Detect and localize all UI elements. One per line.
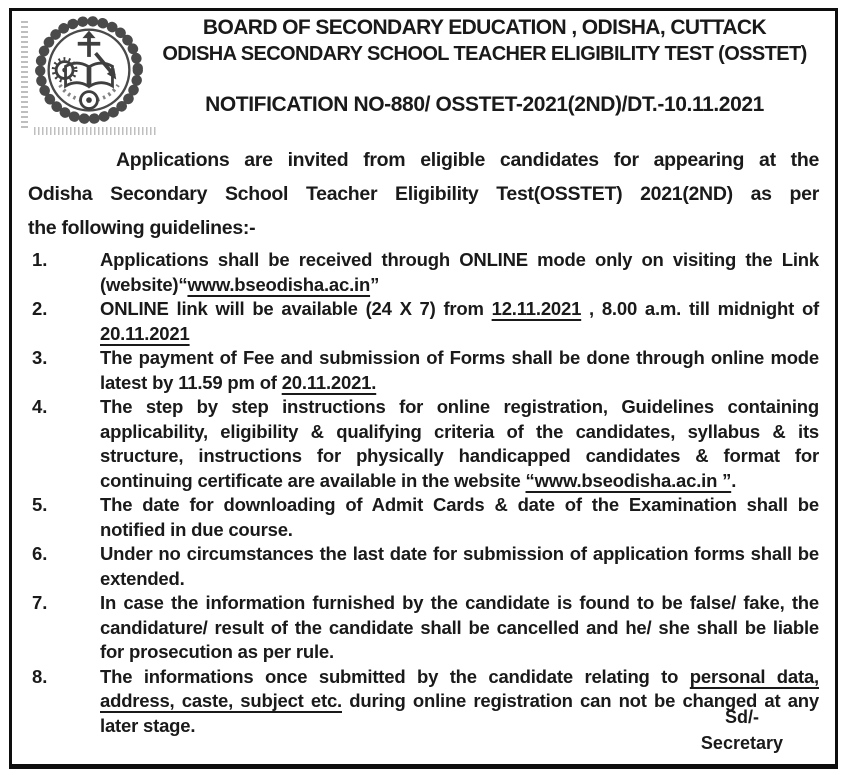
- guideline-number: 3.: [32, 347, 48, 368]
- plain-text: The informations once submitted by the candidate relating to: [100, 665, 690, 687]
- signature-sd: Sd/-: [724, 707, 759, 727]
- guideline-item: [12, 346, 819, 395]
- board-emblem-logo: [28, 8, 150, 134]
- underlined-text: www.bseodisha.ac.in: [187, 273, 371, 295]
- plain-text: The payment of Fee and submission of Forms shall be done through online mode latest by 11.59 pm of: [100, 347, 819, 393]
- intro-line: Applications are invited from eligible candidates for appearing at the: [116, 149, 819, 171]
- plain-text: The date for downloading of Admit Cards & date of the Examination shall be notified in due course.: [100, 494, 819, 540]
- document-header: [140, 16, 829, 117]
- document-border-frame: [9, 8, 838, 769]
- signature-designation: Secretary: [700, 733, 783, 753]
- guideline-number: 4.: [32, 396, 48, 417]
- guideline-item: [12, 248, 819, 297]
- plain-text: ONLINE link will be available (24 X 7) from: [100, 298, 492, 319]
- underlined-text: 20.11.2021.: [281, 371, 377, 393]
- guideline-item: [12, 297, 819, 346]
- plain-text: , 8.00 a.m. till midnight of: [581, 298, 820, 319]
- plain-text: Applications shall be received through ONLINE mode only on visiting the Link (website)“: [100, 249, 819, 295]
- guideline-item: [12, 665, 819, 739]
- underlined-text: 20.11.2021: [100, 322, 190, 344]
- org-name: BOARD OF SECONDARY EDUCATION , ODISHA, CUTTACK: [202, 16, 767, 39]
- guideline-text: [100, 395, 819, 493]
- plain-text: .: [731, 469, 737, 491]
- underlined-text: “www.bseodisha.ac.in ”: [525, 469, 732, 491]
- guideline-text: [100, 542, 819, 591]
- underlined-text: personal data, address, caste, subject etc.: [100, 665, 819, 711]
- guideline-text: [100, 346, 819, 395]
- board-emblem-icon: [28, 8, 150, 134]
- plain-text: ”: [370, 273, 380, 295]
- guideline-text: [100, 248, 819, 297]
- guideline-number: 1.: [32, 249, 48, 270]
- guideline-item: [12, 395, 819, 493]
- guideline-item: [12, 542, 819, 591]
- plain-text: The step by step instructions for online registration, Guidelines containing applicability, eligibility & qualifying criteria of the candidates, syllabus & its structure, instructions for physically handicapped candidates & format for continuing certificate are available in the website: [100, 396, 819, 491]
- guideline-number: 5.: [32, 494, 48, 515]
- guideline-text: [100, 493, 819, 542]
- scan-artifact-left: [21, 21, 28, 129]
- guideline-item: [12, 493, 819, 542]
- signature-block: [701, 704, 783, 756]
- plain-text: Under no circumstances the last date for submission of application forms shall be extended.: [100, 543, 819, 589]
- guideline-text: [100, 591, 819, 665]
- guideline-number: 7.: [32, 592, 48, 613]
- exam-name: ODISHA SECONDARY SCHOOL TEACHER ELIGIBILITY TEST (OSSTET): [162, 43, 807, 65]
- guideline-item: [12, 591, 819, 665]
- guideline-number: 6.: [32, 543, 48, 564]
- notification-number: NOTIFICATION NO-880/ OSSTET-2021(2ND)/DT.-10.11.2021: [205, 93, 764, 116]
- intro-line: the following guidelines:-: [28, 217, 256, 239]
- guideline-number: 2.: [32, 298, 48, 319]
- plain-text: during online registration can not be changed at any later stage.: [100, 690, 819, 736]
- intro-paragraph: [28, 143, 819, 245]
- guidelines-list: [12, 248, 819, 738]
- underlined-text: 12.11.2021: [491, 298, 582, 319]
- plain-text: In case the information furnished by the candidate is found to be false/ fake, the candidature/ result of the candidate shall be cancelled and he/ she shall be liable for prosecution as per rule.: [100, 592, 819, 662]
- intro-line: Odisha Secondary School Teacher Eligibility Test(OSSTET) 2021(2ND) as per: [28, 183, 819, 205]
- guideline-text: [100, 297, 819, 346]
- guideline-number: 8.: [32, 665, 48, 687]
